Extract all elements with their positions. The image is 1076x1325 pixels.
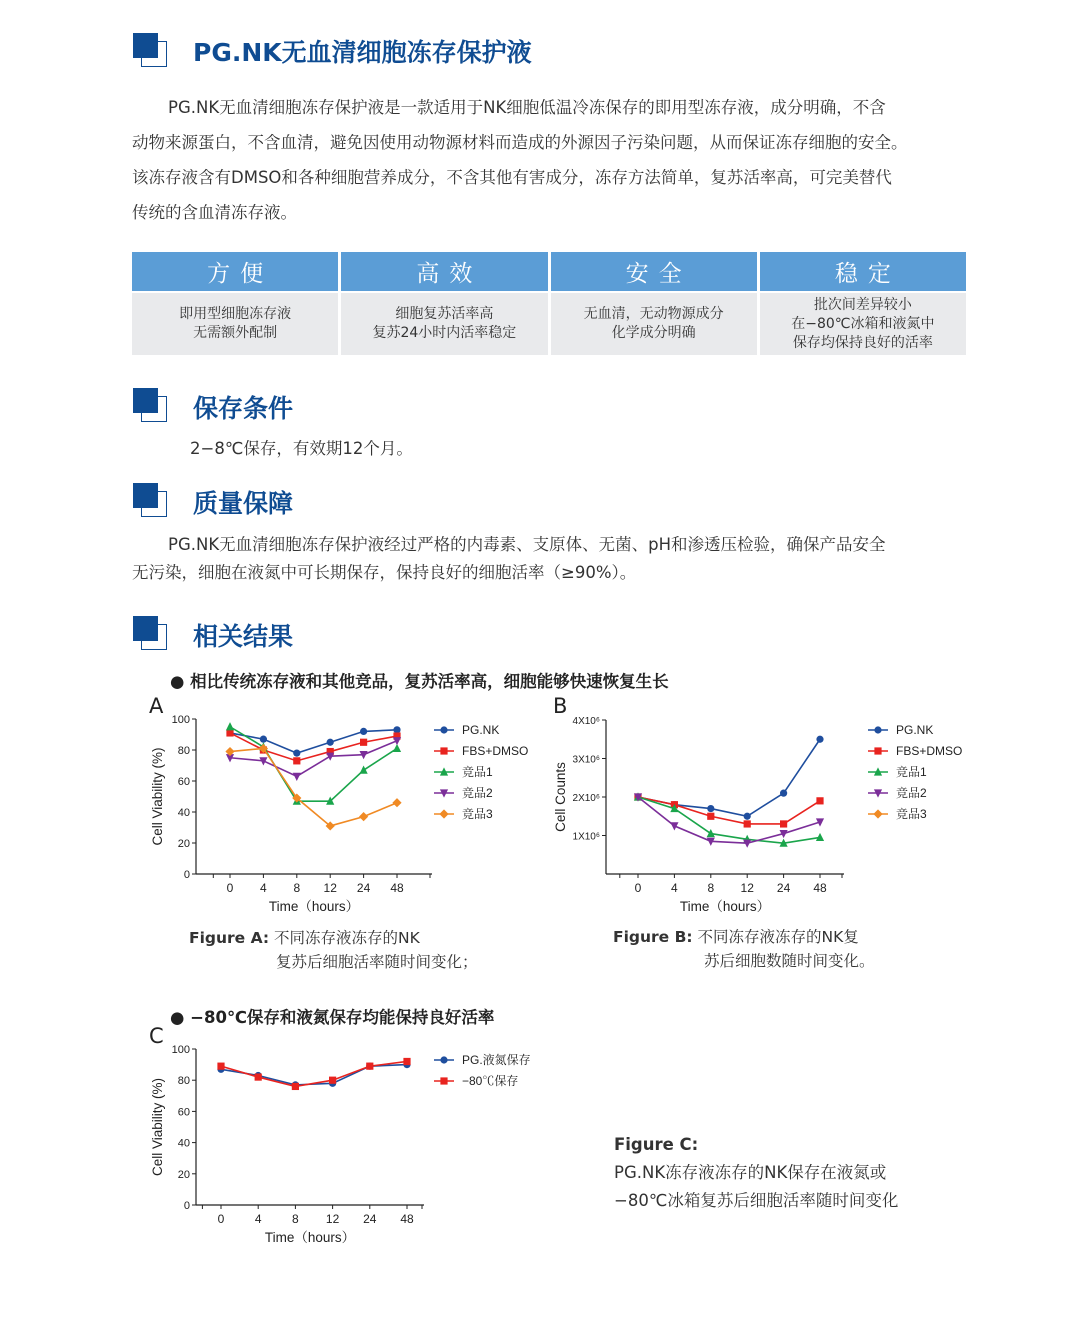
- feature-efficient: [341, 252, 547, 355]
- data-point: [403, 1058, 410, 1065]
- caption-text: 不同冻存液冻存的NK复: [697, 928, 859, 946]
- x-tick-label: 12: [325, 1212, 340, 1226]
- y-tick-label: 60: [177, 776, 190, 788]
- legend-label: −80℃保存: [462, 1074, 519, 1088]
- intro-line: 传统的含血清冻存液。: [132, 203, 297, 222]
- data-point: [360, 739, 367, 746]
- y-axis-label: Cell Viability (%): [150, 747, 165, 846]
- data-point: [707, 813, 714, 820]
- caption-text: −80℃冰箱复苏后细胞活率随时间变化: [614, 1191, 899, 1210]
- data-point: [392, 798, 401, 807]
- data-point: [744, 813, 751, 820]
- legend-marker: [874, 747, 881, 754]
- feature-header: 方便: [132, 252, 338, 291]
- intro-line: 该冻存液含有DMSO和各种细胞营养成分，不含其他有害成分，冻存方法简单，复苏活率高，可完美替代: [132, 168, 892, 187]
- y-tick-label: 80: [177, 1075, 190, 1088]
- caption-b: [613, 925, 875, 973]
- y-tick-label: 0: [183, 1200, 190, 1212]
- data-point: [707, 829, 715, 837]
- x-tick-label: 24: [356, 881, 371, 895]
- y-tick-label: 3X10⁶: [572, 754, 600, 766]
- x-tick-label: 48: [813, 881, 827, 895]
- quality-paragraph: [132, 531, 886, 587]
- data-point: [293, 757, 300, 764]
- legend-marker: [873, 809, 882, 818]
- legend-label: PG.液氮保存: [462, 1053, 531, 1067]
- intro-paragraph: [132, 90, 908, 230]
- x-tick-label: 0: [226, 881, 234, 895]
- data-point: [393, 726, 400, 733]
- page-title: PG.NK无血清细胞冻存保护液: [193, 38, 532, 67]
- feature-text: 无血清，无动物源成分: [583, 306, 724, 322]
- chart-b: [548, 700, 978, 925]
- data-point: [360, 728, 367, 735]
- feature-header: 稳定: [760, 252, 966, 291]
- feature-text: 化学成分明确: [611, 325, 696, 341]
- x-tick-label: 8: [292, 1212, 299, 1226]
- section-title-results: 相关结果: [193, 622, 294, 651]
- feature-body: [341, 293, 547, 355]
- section-icon: [133, 33, 167, 67]
- x-tick-label: 8: [293, 881, 301, 895]
- caption-label: Figure A:: [189, 929, 270, 947]
- feature-safe: [551, 252, 757, 355]
- chart-a: [140, 700, 560, 925]
- legend-label: PG.NK: [896, 723, 934, 737]
- feature-text: 即用型细胞冻存液: [179, 306, 292, 322]
- section-icon: [133, 388, 167, 422]
- x-tick-label: 12: [323, 881, 337, 895]
- feature-text: 在−80℃冰箱和液氮中: [791, 315, 935, 332]
- legend-label: FBS+DMSO: [896, 744, 963, 758]
- x-tick-label: 4: [671, 881, 678, 895]
- data-point: [255, 1073, 262, 1080]
- section-title-quality: 质量保障: [193, 489, 294, 518]
- bullet-text: −80℃保存和液氮保存均能保持良好活率: [190, 1008, 495, 1027]
- feature-stable: [760, 252, 966, 355]
- feature-text: 无需额外配制: [193, 325, 278, 341]
- x-tick-label: 4: [254, 1212, 262, 1226]
- feature-text: 细胞复苏活率高: [395, 306, 494, 322]
- bullet-dot: ●: [170, 1008, 191, 1027]
- data-point: [260, 736, 267, 743]
- series-line: [638, 797, 820, 824]
- caption-label: Figure B:: [613, 928, 693, 946]
- intro-line: PG.NK无血清细胞冻存保护液是一款适用于NK细胞低温冷冻保存的即用型冻存液，成分明确，不含: [168, 98, 886, 117]
- data-point: [707, 805, 714, 812]
- caption-text: 不同冻存液冻存的NK: [274, 929, 420, 947]
- legend-label: FBS+DMSO: [462, 744, 529, 758]
- legend-label: 竞品2: [462, 786, 493, 800]
- results-bullet-2: [170, 1004, 494, 1028]
- y-tick-label: 40: [177, 1137, 190, 1150]
- data-point: [329, 1077, 336, 1084]
- legend-label: 竞品3: [462, 807, 493, 821]
- caption-a: [189, 926, 478, 974]
- data-point: [360, 766, 368, 774]
- data-point: [359, 812, 368, 821]
- legend-label: 竞品1: [462, 765, 493, 779]
- data-point: [226, 729, 233, 736]
- y-tick-label: 60: [177, 1106, 190, 1119]
- caption-label: Figure C:: [614, 1135, 699, 1154]
- y-tick-label: 40: [177, 807, 190, 819]
- section-icon: [133, 616, 167, 650]
- feature-convenient: [132, 252, 338, 355]
- feature-header: 高效: [341, 252, 547, 291]
- legend-marker: [440, 1056, 447, 1063]
- y-tick-label: 80: [177, 745, 190, 757]
- bullet-text: 相比传统冻存液和其他竞品，复苏活率高，细胞能够快速恢复生长: [190, 672, 669, 691]
- x-tick-label: 48: [390, 881, 404, 895]
- legend-label: 竞品2: [896, 786, 927, 800]
- x-tick-label: 24: [363, 1212, 377, 1226]
- y-tick-label: 0: [183, 869, 190, 881]
- panel-label-b: B: [553, 694, 568, 718]
- legend-label: PG.NK: [462, 723, 500, 737]
- data-point: [780, 790, 787, 797]
- y-tick-label: 4X10⁶: [572, 716, 600, 727]
- quality-line: PG.NK无血清细胞冻存保护液经过严格的内毒素、支原体、无菌、pH和渗透压检验，确保产品安全: [168, 535, 886, 554]
- series-line: [221, 1061, 407, 1086]
- data-point: [292, 1083, 299, 1090]
- feature-body: [551, 293, 757, 355]
- bullet-dot: ●: [170, 672, 191, 691]
- feature-body: [132, 293, 338, 355]
- caption-text: 苏后细胞数随时间变化。: [704, 952, 875, 970]
- feature-header: 安全: [551, 252, 757, 291]
- y-tick-label: 20: [177, 1168, 190, 1181]
- feature-table: [132, 252, 966, 355]
- data-point: [816, 797, 823, 804]
- legend-marker: [440, 726, 447, 733]
- data-point: [780, 820, 787, 827]
- data-point: [217, 1063, 224, 1070]
- x-tick-label: 0: [217, 1212, 225, 1226]
- x-tick-label: 0: [634, 881, 642, 895]
- storage-text: 2−8℃保存，有效期12个月。: [190, 439, 413, 458]
- feature-text: 批次间差异较小: [813, 296, 912, 313]
- feature-body: [760, 293, 966, 355]
- intro-line: 动物来源蛋白，不含血清，避免因使用动物源材料而造成的外源因子污染问题，从而保证冻存细胞的安全。: [132, 133, 908, 152]
- y-tick-label: 100: [171, 1044, 190, 1056]
- data-point: [293, 773, 301, 781]
- data-point: [744, 820, 751, 827]
- legend-marker: [874, 726, 881, 733]
- data-point: [816, 736, 823, 743]
- x-tick-label: 24: [776, 881, 791, 895]
- x-tick-label: 12: [740, 881, 754, 895]
- x-axis-label: Time（hours）: [268, 899, 360, 914]
- y-axis-label: Cell Counts: [553, 762, 568, 832]
- legend-marker: [440, 1077, 447, 1084]
- legend-label: 竞品1: [896, 765, 927, 779]
- feature-text: 保存均保持良好的活率: [792, 334, 933, 351]
- legend-marker: [440, 747, 447, 754]
- data-point: [366, 1063, 373, 1070]
- caption-c: [614, 1131, 898, 1215]
- y-tick-label: 1X10⁶: [572, 831, 600, 843]
- x-tick-label: 8: [707, 881, 715, 895]
- x-axis-label: Time（hours）: [679, 899, 771, 914]
- y-axis-label: Cell Viability (%): [150, 1077, 165, 1177]
- x-tick-label: 4: [260, 881, 267, 895]
- series-line: [638, 739, 820, 816]
- section-title-storage: 保存条件: [193, 394, 294, 423]
- y-tick-label: 20: [177, 838, 190, 850]
- section-icon: [133, 483, 167, 517]
- caption-text: 复苏后细胞活率随时间变化；: [276, 953, 478, 971]
- caption-text: PG.NK冻存液冻存的NK保存在液氮或: [614, 1163, 887, 1182]
- panel-label-c: C: [149, 1024, 164, 1048]
- panel-label-a: A: [149, 694, 164, 718]
- data-point: [327, 739, 334, 746]
- chart-c: [140, 1030, 560, 1260]
- legend-marker: [439, 809, 448, 818]
- results-bullet-1: [170, 668, 669, 692]
- feature-text: 复苏24小时内活率稳定: [372, 325, 517, 341]
- quality-line: 无污染，细胞在液氮中可长期保存，保持良好的细胞活率（≥90%）。: [132, 563, 637, 582]
- data-point: [293, 750, 300, 757]
- data-point: [816, 833, 824, 841]
- x-tick-label: 48: [400, 1212, 414, 1226]
- y-tick-label: 100: [171, 714, 190, 726]
- x-axis-label: Time（hours）: [264, 1230, 356, 1245]
- legend-label: 竞品3: [896, 807, 927, 821]
- y-tick-label: 2X10⁶: [572, 793, 600, 804]
- data-point: [226, 722, 234, 730]
